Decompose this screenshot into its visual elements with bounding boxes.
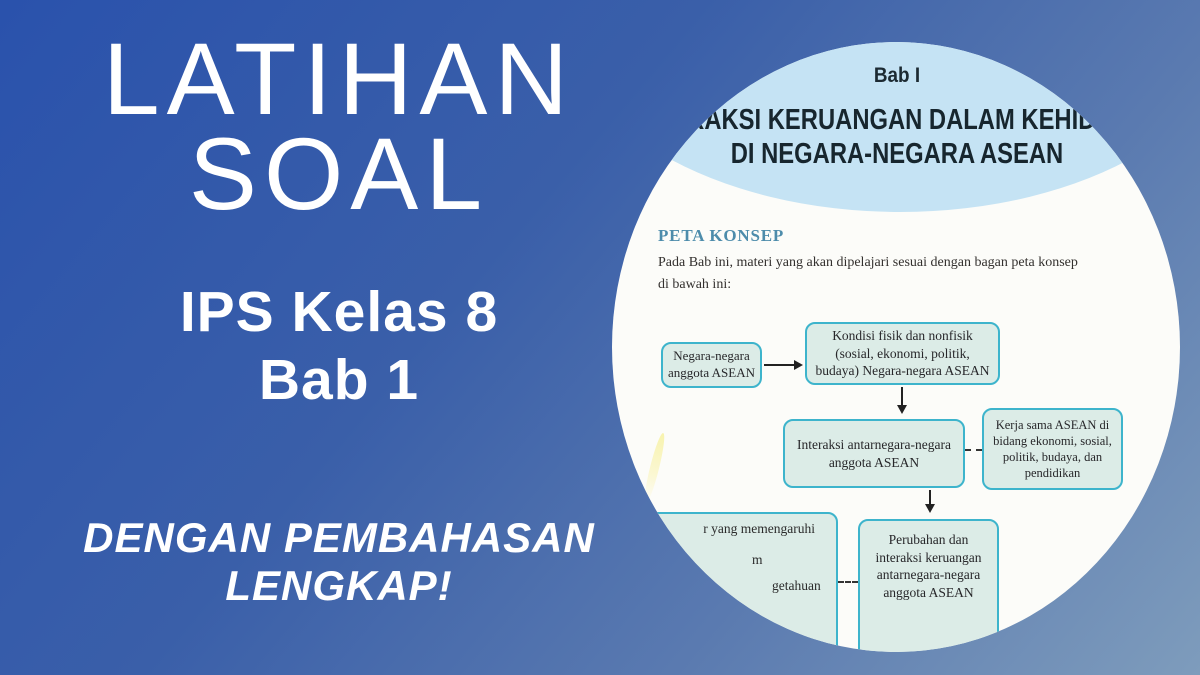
arrow-interaction-to-change-line bbox=[929, 490, 931, 505]
node-change-line4: anggota ASEAN bbox=[883, 584, 974, 600]
arrow-interaction-to-change-head bbox=[925, 504, 935, 513]
arrow-members-to-conditions-head bbox=[794, 360, 803, 370]
subtitle bbox=[0, 278, 678, 415]
arrow-conditions-to-interaction-line bbox=[901, 387, 903, 406]
dashed-link-interaction-cooperation bbox=[965, 449, 982, 451]
intro-line2: di bawah ini: bbox=[658, 276, 732, 292]
intro-line1: Pada Bab ini, materi yang akan dipelajari sesuai dengan bagan peta konsep bbox=[658, 255, 1078, 270]
node-members bbox=[661, 342, 762, 388]
node-change bbox=[858, 519, 999, 652]
subtitle-line1: IPS Kelas 8 bbox=[179, 280, 499, 344]
node-factors-fragment2: m bbox=[752, 552, 763, 567]
book-page-photo bbox=[612, 42, 1180, 652]
main-title-line1: LATIHAN bbox=[102, 22, 576, 136]
section-heading: PETA KONSEP bbox=[658, 226, 785, 245]
node-interaction-line1: Interaksi antarnegara-negara bbox=[796, 436, 952, 452]
node-factors-fragment1: r yang memengaruhi bbox=[703, 521, 815, 536]
node-members-line1: Negara-negara bbox=[673, 348, 750, 364]
page-edge-highlight bbox=[641, 432, 667, 504]
chapter-label: Bab I bbox=[873, 64, 921, 87]
main-title bbox=[0, 22, 678, 231]
node-conditions-line1: Kondisi fisik dan nonfisik bbox=[832, 328, 973, 344]
dashed-link-factors-change bbox=[838, 581, 858, 583]
node-members-line2: anggota ASEAN bbox=[667, 365, 756, 380]
node-cooperation bbox=[982, 408, 1123, 490]
node-interaction-line2: anggota ASEAN bbox=[828, 454, 920, 470]
chapter-title-line2: DI NEGARA-NEGARA ASEAN bbox=[730, 138, 1064, 171]
node-interaction bbox=[783, 419, 965, 488]
node-conditions bbox=[805, 322, 1000, 385]
chapter-title bbox=[612, 103, 1180, 171]
main-title-line2: SOAL bbox=[188, 116, 490, 231]
node-change-line3: antarnegara-negara bbox=[876, 567, 981, 583]
tagline bbox=[0, 514, 678, 610]
arrow-members-to-conditions-line bbox=[764, 364, 795, 366]
tagline-line2: LENGKAP! bbox=[225, 561, 453, 609]
chapter-title-line1: INTERAKSI KERUANGAN DALAM KEHIDUPAN bbox=[632, 104, 1162, 136]
node-factors-fragment3: getahuan bbox=[772, 578, 821, 593]
node-cooperation-line3: politik, budaya, dan bbox=[1002, 450, 1103, 464]
node-cooperation-line1: Kerja sama ASEAN di bbox=[995, 417, 1110, 432]
node-cooperation-line2: bidang ekonomi, sosial, bbox=[993, 433, 1112, 448]
node-change-line1: Perubahan dan bbox=[888, 532, 969, 547]
node-change-line2: interaksi keruangan bbox=[875, 549, 982, 565]
arrow-conditions-to-interaction-head bbox=[897, 405, 907, 414]
node-cooperation-line4: pendidikan bbox=[1024, 466, 1081, 481]
tagline-line1: DENGAN PEMBAHASAN bbox=[83, 514, 595, 561]
node-conditions-line2: (sosial, ekonomi, politik, bbox=[835, 345, 970, 361]
subtitle-line2: Bab 1 bbox=[258, 348, 420, 413]
intro-paragraph bbox=[658, 252, 1078, 295]
node-conditions-line3: budaya) Negara-negara ASEAN bbox=[815, 363, 990, 379]
